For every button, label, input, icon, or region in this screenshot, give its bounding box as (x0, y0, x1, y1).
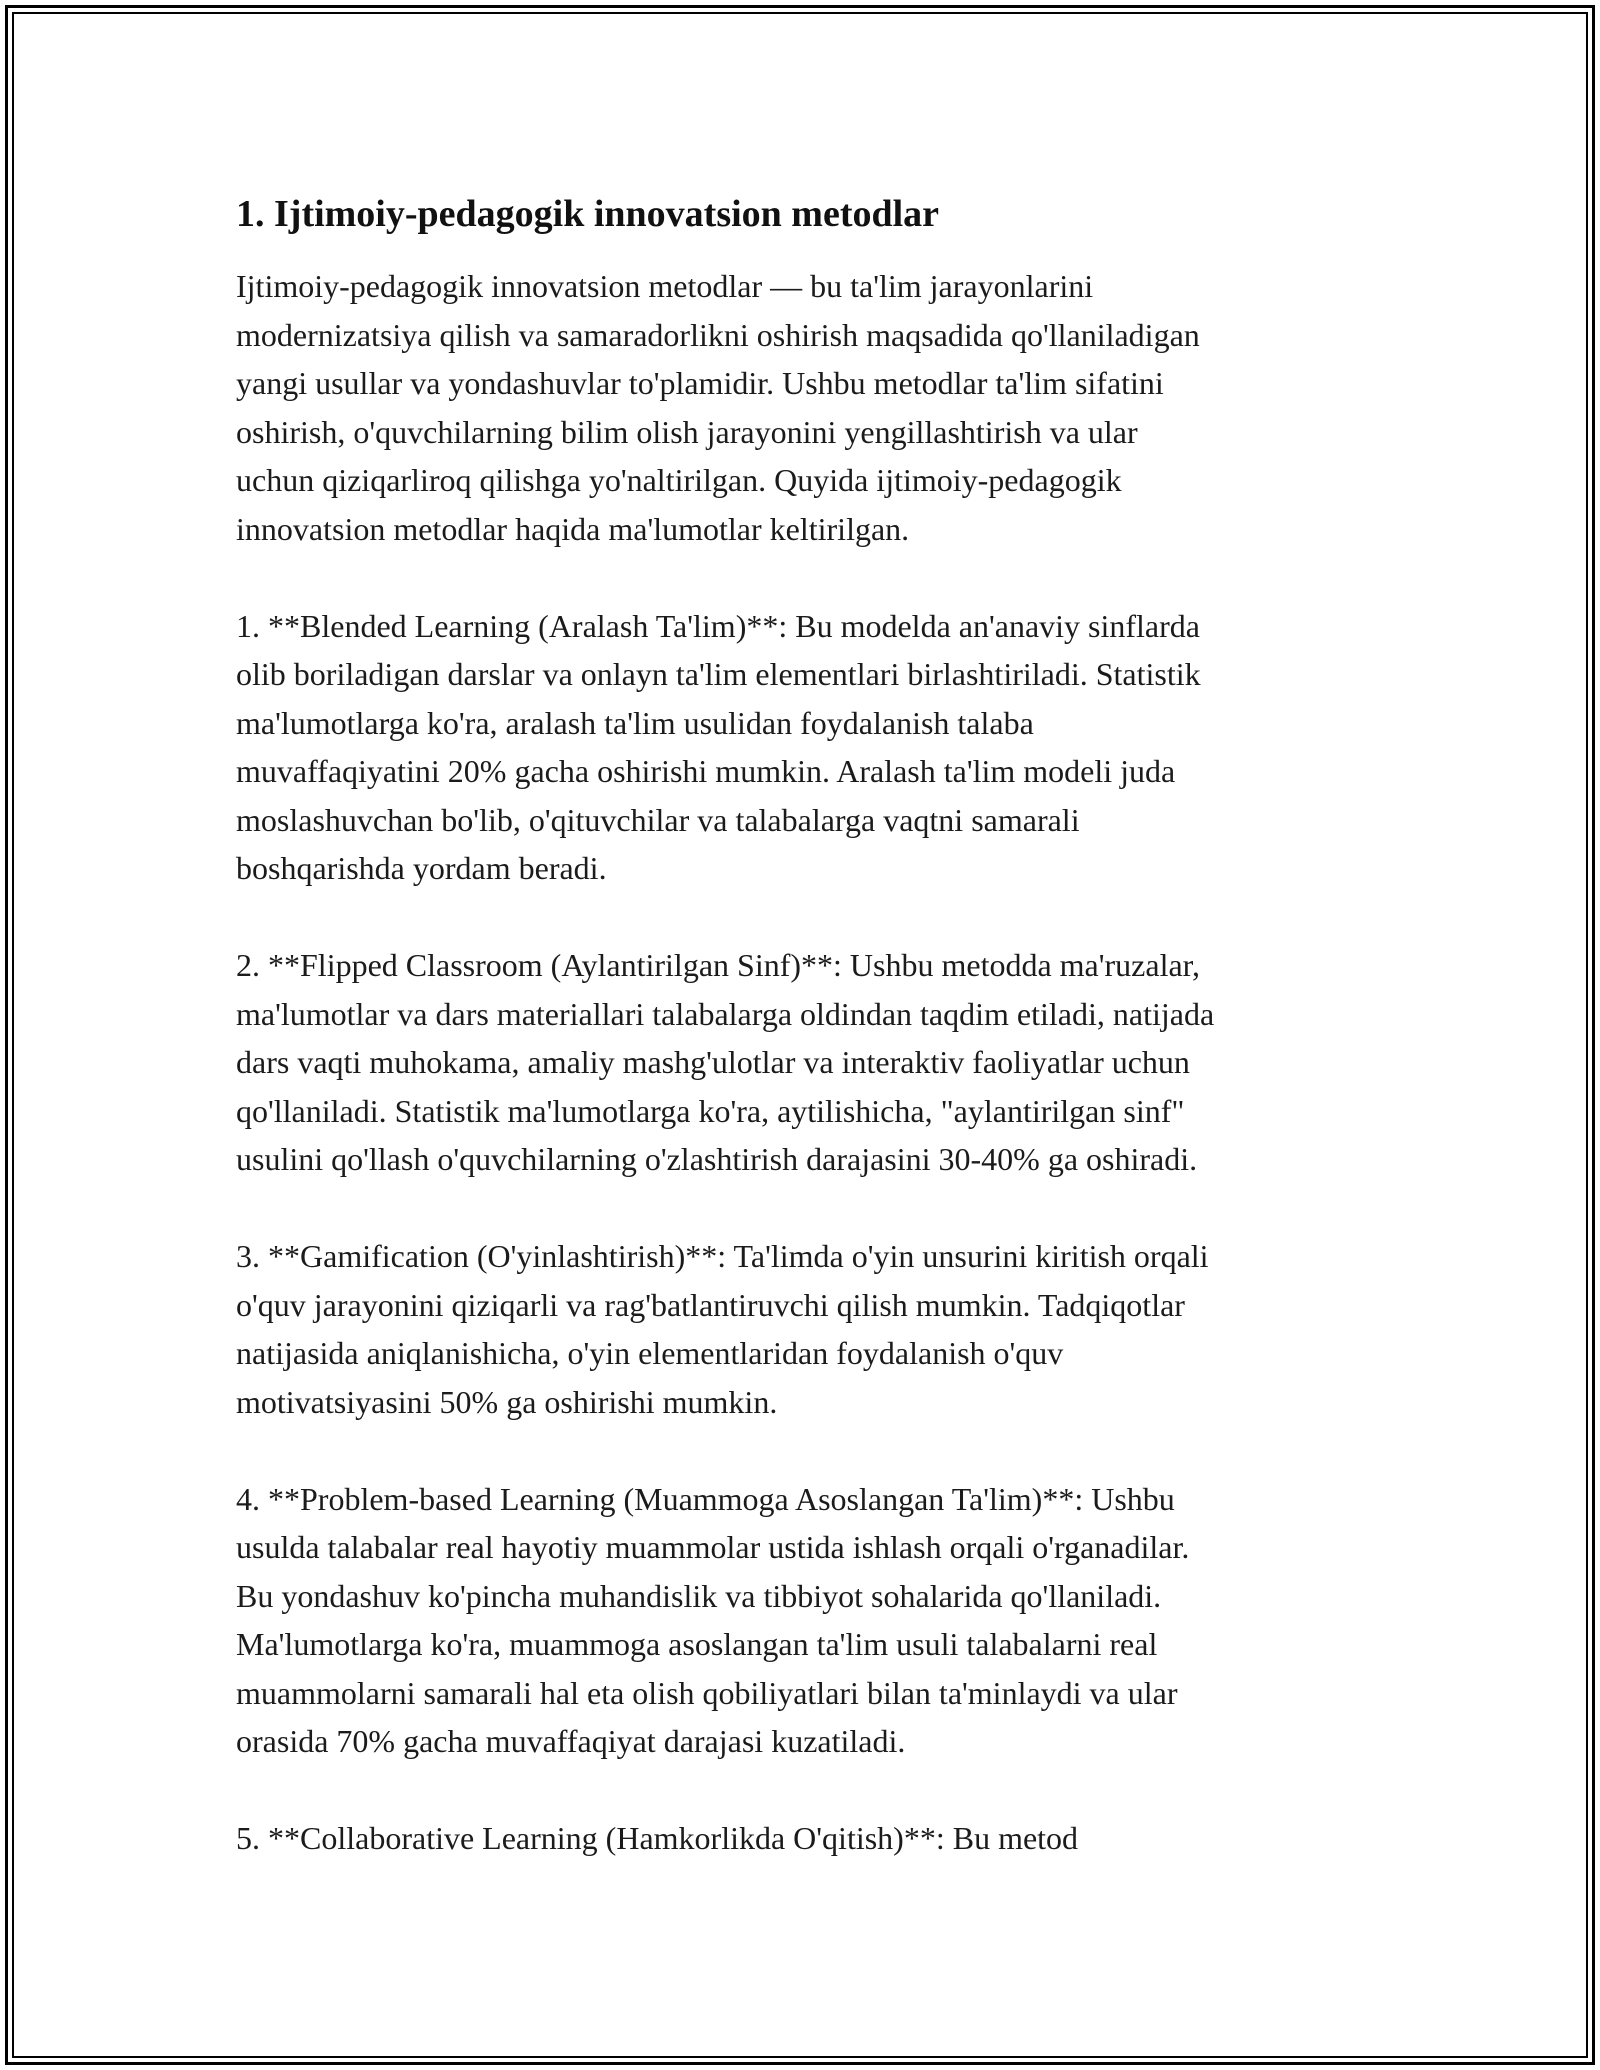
paragraph-line: Ma'lumotlarga ko'ra, muammoga asoslangan ta'lim usuli talabalarni real (236, 1626, 1158, 1662)
paragraph-line: motivatsiyasini 50% ga oshirishi mumkin. (236, 1383, 778, 1420)
paragraph-line: modernizatsiya qilish va samaradorlikni oshirish maqsadida qo'llaniladigan (236, 316, 1200, 353)
paragraph-line: dars vaqti muhokama, amaliy mashg'ulotlar va interaktiv faoliyatlar uchun (236, 1044, 1190, 1080)
paragraph-line: moslashuvchan bo'lib, o'qituvchilar va talabalarga vaqtni samarali (236, 801, 1080, 838)
paragraph-line: o'quv jarayonini qiziqarli va rag'batlantiruvchi qilish mumkin. Tadqiqotlar (236, 1286, 1185, 1323)
paragraph (236, 602, 1376, 893)
paragraph-line: 5. **Collaborative Learning (Hamkorlikda O'qitish)**: Bu metod (236, 1820, 1079, 1856)
paragraph (236, 1232, 1376, 1426)
paragraph-line: 3. **Gamification (O'yinlashtirish)**: Ta'limda o'yin unsurini kiritish orqali (236, 1238, 1209, 1274)
paragraph-line: 4. **Problem-based Learning (Muammoga Asoslangan Ta'lim)**: Ushbu (236, 1480, 1175, 1517)
paragraph-line: 1. **Blended Learning (Aralash Ta'lim)**: Bu modelda an'anaviy sinflarda (236, 607, 1200, 644)
paragraph-line: boshqarishda yordam beradi. (236, 850, 607, 886)
paragraph (236, 1475, 1376, 1766)
document-body (236, 186, 1376, 1911)
paragraph-line: muammolarni samarali hal eta olish qobiliyatlari bilan ta'minlaydi va ular (236, 1674, 1178, 1711)
paragraph (236, 262, 1376, 553)
paragraph-line: uchun qiziqarliroq qilishga yo'naltirilgan. Quyida ijtimoiy-pedagogik (236, 462, 1122, 498)
paragraph (236, 1814, 1376, 1863)
paragraph-line: 2. **Flipped Classroom (Aylantirilgan Sinf)**: Ushbu metodda ma'ruzalar, (236, 947, 1201, 983)
paragraph-line: orasida 70% gacha muvaffaqiyat darajasi kuzatiladi. (236, 1723, 906, 1759)
paragraph-line: Ijtimoiy-pedagogik innovatsion metodlar — bu ta'lim jarayonlarini (236, 268, 1094, 304)
paragraph-line: innovatsion metodlar haqida ma'lumotlar keltirilgan. (236, 510, 910, 547)
paragraph-line: qo'llaniladi. Statistik ma'lumotlarga ko'ra, aytilishicha, "aylantirilgan sinf" (236, 1092, 1185, 1129)
paragraph (236, 941, 1376, 1184)
document-title: 1. Ijtimoiy-pedagogik innovatsion metodlar (236, 193, 940, 235)
paragraph-line: Bu yondashuv ko'pincha muhandislik va tibbiyot sohalarida qo'llaniladi. (236, 1577, 1162, 1614)
paragraph-line: ma'lumotlarga ko'ra, aralash ta'lim usulidan foydalanish talaba (236, 704, 1034, 741)
paragraph-line: usulini qo'llash o'quvchilarning o'zlashtirish darajasini 30-40% ga oshiradi. (236, 1141, 1198, 1177)
paragraph-line: natijasida aniqlanishicha, o'yin elementlaridan foydalanish o'quv (236, 1335, 1064, 1371)
paragraph-line: yangi usullar va yondashuvlar to'plamidir. Ushbu metodlar ta'lim sifatini (236, 365, 1164, 401)
paragraph-line: oshirish, o'quvchilarning bilim olish jarayonini yengillashtirish va ular (236, 413, 1138, 450)
paragraph-line: ma'lumotlar va dars materiallari talabalarga oldindan taqdim etiladi, natijada (236, 995, 1215, 1032)
paragraph-line: usulda talabalar real hayotiy muammolar ustida ishlash orqali o'rganadilar. (236, 1529, 1190, 1565)
paragraph-list (236, 262, 1376, 1863)
paragraph-line: olib boriladigan darslar va onlayn ta'lim elementlari birlashtiriladi. Statistik (236, 656, 1201, 692)
paragraph-line: muvaffaqiyatini 20% gacha oshirishi mumkin. Aralash ta'lim modeli juda (236, 753, 1176, 789)
